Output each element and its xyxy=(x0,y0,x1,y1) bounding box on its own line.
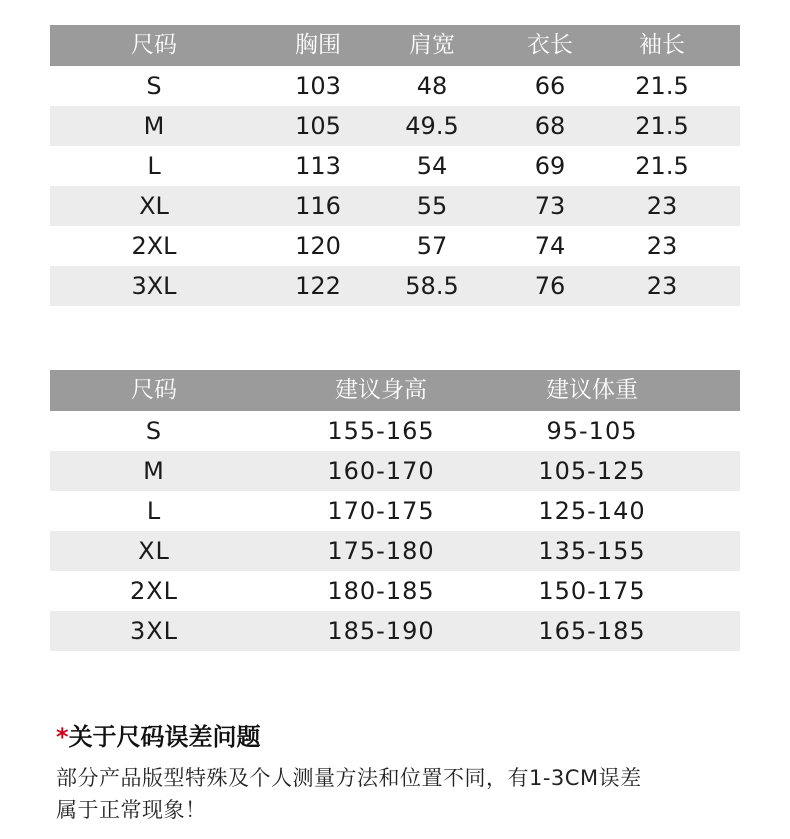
asterisk-mark: * xyxy=(56,723,69,751)
recommendation-table xyxy=(50,370,740,651)
header-length: 衣长 xyxy=(527,32,573,58)
table-row xyxy=(50,531,740,571)
size-cell: XL xyxy=(139,192,169,220)
height-cell: 175-180 xyxy=(327,537,435,565)
shoulder-cell: 48 xyxy=(416,72,448,100)
size-cell: L xyxy=(147,152,161,180)
table-row xyxy=(50,226,740,266)
header-size: 尺码 xyxy=(131,32,177,58)
height-cell: 160-170 xyxy=(327,457,435,485)
table-row xyxy=(50,571,740,611)
height-cell: 170-175 xyxy=(327,497,435,525)
length-cell: 76 xyxy=(534,272,566,300)
recommendation-table-header xyxy=(50,370,740,411)
measurement-table-header xyxy=(50,25,740,66)
size-cell: 2XL xyxy=(131,232,177,260)
length-cell: 73 xyxy=(534,192,566,220)
sleeve-cell: 23 xyxy=(646,192,678,220)
height-cell: 155-165 xyxy=(327,417,435,445)
shoulder-cell: 57 xyxy=(416,232,448,260)
size-cell: 2XL xyxy=(129,577,179,605)
size-cell: M xyxy=(143,112,165,140)
length-cell: 66 xyxy=(534,72,566,100)
size-cell: S xyxy=(146,72,162,100)
weight-cell: 95-105 xyxy=(546,417,638,445)
table-row xyxy=(50,611,740,651)
sleeve-cell: 21.5 xyxy=(635,72,689,100)
chest-cell: 105 xyxy=(295,112,341,140)
measurement-table xyxy=(50,25,740,306)
length-cell: 69 xyxy=(534,152,566,180)
size-cell: M xyxy=(143,457,165,485)
weight-cell: 105-125 xyxy=(538,457,646,485)
shoulder-cell: 49.5 xyxy=(405,112,459,140)
note-title xyxy=(56,717,756,752)
header-sleeve: 袖长 xyxy=(639,32,685,58)
size-cell: XL xyxy=(138,537,170,565)
size-cell: 3XL xyxy=(131,272,177,300)
chest-cell: 120 xyxy=(295,232,341,260)
weight-cell: 135-155 xyxy=(538,537,646,565)
chest-cell: 103 xyxy=(295,72,341,100)
size-cell: S xyxy=(145,417,163,445)
size-cell: 3XL xyxy=(129,617,179,645)
length-cell: 68 xyxy=(534,112,566,140)
table-row xyxy=(50,66,740,106)
height-cell: 185-190 xyxy=(327,617,435,645)
weight-cell: 125-140 xyxy=(538,497,646,525)
sleeve-cell: 21.5 xyxy=(635,112,689,140)
shoulder-cell: 55 xyxy=(416,192,448,220)
sleeve-cell: 23 xyxy=(646,232,678,260)
header-shoulder: 肩宽 xyxy=(409,32,455,58)
table-row xyxy=(50,186,740,226)
table-row xyxy=(50,146,740,186)
header-chest: 胸围 xyxy=(295,32,341,58)
weight-cell: 165-185 xyxy=(538,617,646,645)
length-cell: 74 xyxy=(534,232,566,260)
table-row xyxy=(50,411,740,451)
header-size: 尺码 xyxy=(131,377,177,403)
table-row xyxy=(50,451,740,491)
table-row xyxy=(50,491,740,531)
sleeve-cell: 23 xyxy=(646,272,678,300)
chest-cell: 116 xyxy=(295,192,341,220)
shoulder-cell: 54 xyxy=(416,152,448,180)
weight-cell: 150-175 xyxy=(538,577,646,605)
chest-cell: 122 xyxy=(295,272,341,300)
size-cell: L xyxy=(146,497,162,525)
table-row xyxy=(50,266,740,306)
sleeve-cell: 21.5 xyxy=(635,152,689,180)
note-body xyxy=(56,762,756,826)
table-row xyxy=(50,106,740,146)
header-height: 建议身高 xyxy=(335,377,427,403)
note-line: 属于正常现象！ xyxy=(56,798,207,822)
chest-cell: 113 xyxy=(295,152,341,180)
height-cell: 180-185 xyxy=(327,577,435,605)
shoulder-cell: 58.5 xyxy=(405,272,459,300)
note-line: 部分产品版型特殊及个人测量方法和位置不同，有1-3CM误差 xyxy=(56,766,642,790)
header-weight: 建议体重 xyxy=(546,377,638,403)
note-title-text: 关于尺码误差问题 xyxy=(68,723,261,751)
